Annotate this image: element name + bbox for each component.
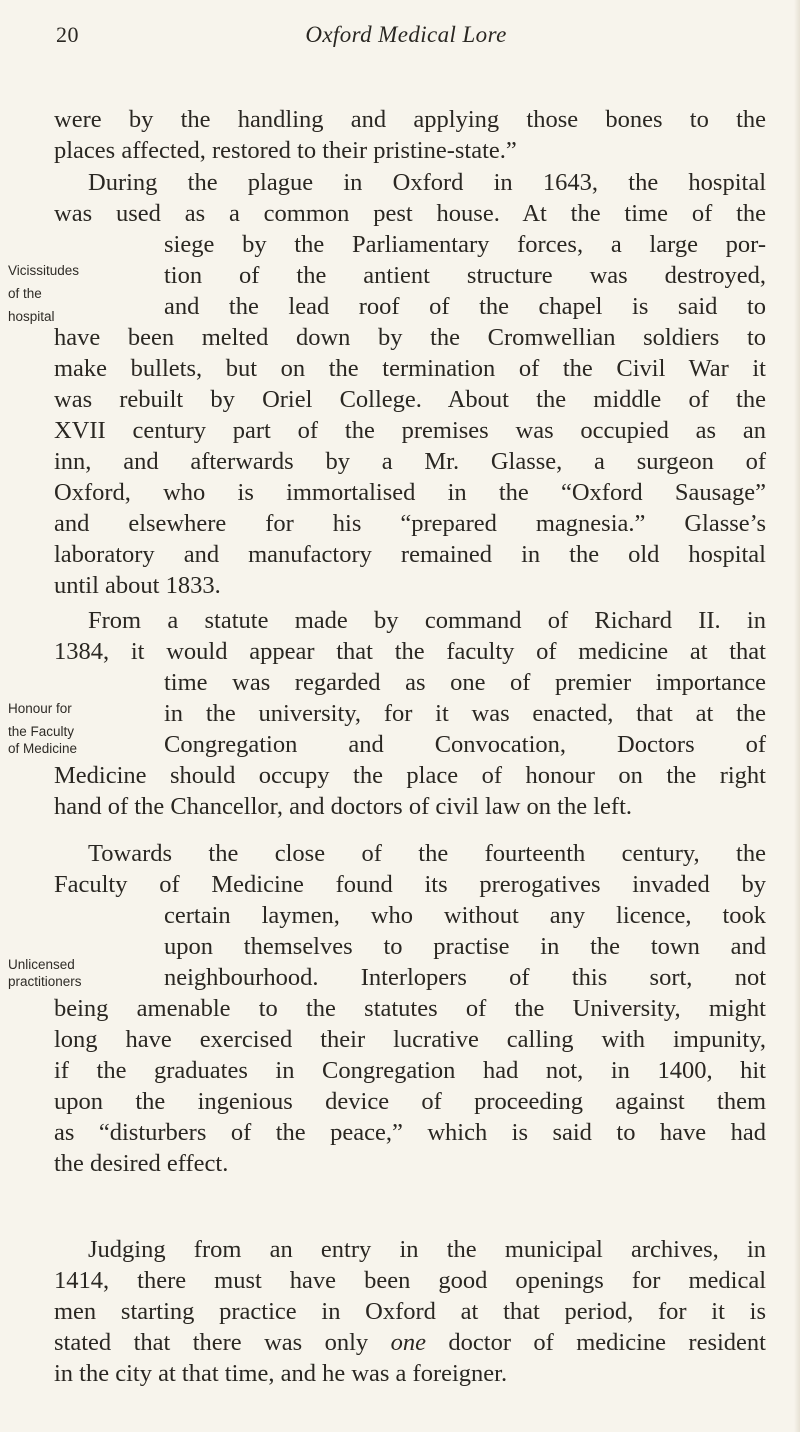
text-line [54,1327,766,1358]
text-line: was rebuilt by Oriel College. About the middle of the [54,386,766,413]
emphasis-word: one [390,1329,426,1356]
paragraph-4 [54,838,766,1179]
text-line: upon the ingenious device of proceeding against them [54,1088,766,1115]
text-line: inn, and afterwards by a Mr. Glasse, a surgeon of [54,448,766,475]
text-line: upon themselves to practise in the town and [164,933,766,960]
margin-note-line: Vicissitudes [8,263,80,278]
paragraph-3 [54,605,766,822]
text-line: 1384, it would appear that the faculty of medicine at that [54,638,766,665]
text-line: Towards the close of the fourteenth century, the [88,840,766,867]
text-line: in the city at that time, and he was a foreigner. [54,1360,508,1387]
text-line: in the university, for it was enacted, that at the [164,700,766,727]
margin-note-line: practitioners [8,974,82,989]
text-line: men starting practice in Oxford at that period, for it is [54,1298,766,1325]
text-line: and elsewhere for his “prepared magnesia.” Glasse’s [54,510,766,537]
margin-note-line: of the [8,286,42,301]
margin-note-line: hospital [8,309,55,324]
text-line: were by the handling and applying those bones to the [54,106,766,133]
margin-note-unlicensed [8,956,100,990]
margin-note-line: of Medicine [8,741,78,756]
text-line: Judging from an entry in the municipal archives, in [88,1236,766,1263]
text-line: places affected, restored to their pristine-state.” [54,137,517,164]
text-line: was used as a common pest house. At the time of the [54,200,766,227]
margin-note-line: Honour for [8,701,72,716]
text-line: 1414, there must have been good openings for medical [54,1267,766,1294]
text-line: XVII century part of the premises was occupied as an [54,417,766,444]
text-line: certain laymen, who without any licence, took [164,902,766,929]
page-header [56,22,756,56]
text-line: the desired effect. [54,1150,229,1177]
text-line: siege by the Parliamentary forces, a large por- [164,231,766,258]
text-run: doctor of medicine resident [425,1329,766,1356]
page-edge [794,0,800,1432]
text-line: tion of the antient structure was destroyed, [164,262,766,289]
text-line: Medicine should occupy the place of honour on the right [54,762,766,789]
paragraph-5 [54,1234,766,1389]
text-line: hand of the Chancellor, and doctors of civil law on the left. [54,793,632,820]
margin-note-honour [8,700,100,757]
margin-note-line: the Faculty [8,724,75,739]
text-line: have been melted down by the Cromwellian soldiers to [54,324,766,351]
paragraph-1 [54,104,766,166]
text-line: being amenable to the statutes of the University, might [54,995,766,1022]
text-line: Faculty of Medicine found its prerogatives invaded by [54,871,766,898]
text-line: From a statute made by command of Richard II. in [88,607,766,634]
text-line: long have exercised their lucrative calling with impunity, [54,1026,766,1053]
text-line: as “disturbers of the peace,” which is said to have had [54,1119,766,1146]
text-line: laboratory and manufactory remained in the old hospital [54,541,766,568]
text-line: Oxford, who is immortalised in the “Oxford Sausage” [54,479,766,506]
margin-note-line: Unlicensed [8,957,75,972]
text-line: neighbourhood. Interlopers of this sort, not [164,964,766,991]
margin-note-vicissitudes [8,262,100,325]
text-line: During the plague in Oxford in 1643, the hospital [88,169,766,196]
text-run: stated that there was only [54,1329,391,1356]
paragraph-2 [54,167,766,601]
text-line: make bullets, but on the termination of the Civil War it [54,355,766,382]
text-line: Congregation and Convocation, Doctors of [164,731,766,758]
text-line: time was regarded as one of premier importance [164,669,766,696]
text-line: and the lead roof of the chapel is said to [164,293,766,320]
text-line: if the graduates in Congregation had not, in 1400, hit [54,1057,766,1084]
page-number: 20 [56,22,79,47]
running-title: Oxford Medical Lore [305,22,507,47]
text-line: until about 1833. [54,572,221,599]
